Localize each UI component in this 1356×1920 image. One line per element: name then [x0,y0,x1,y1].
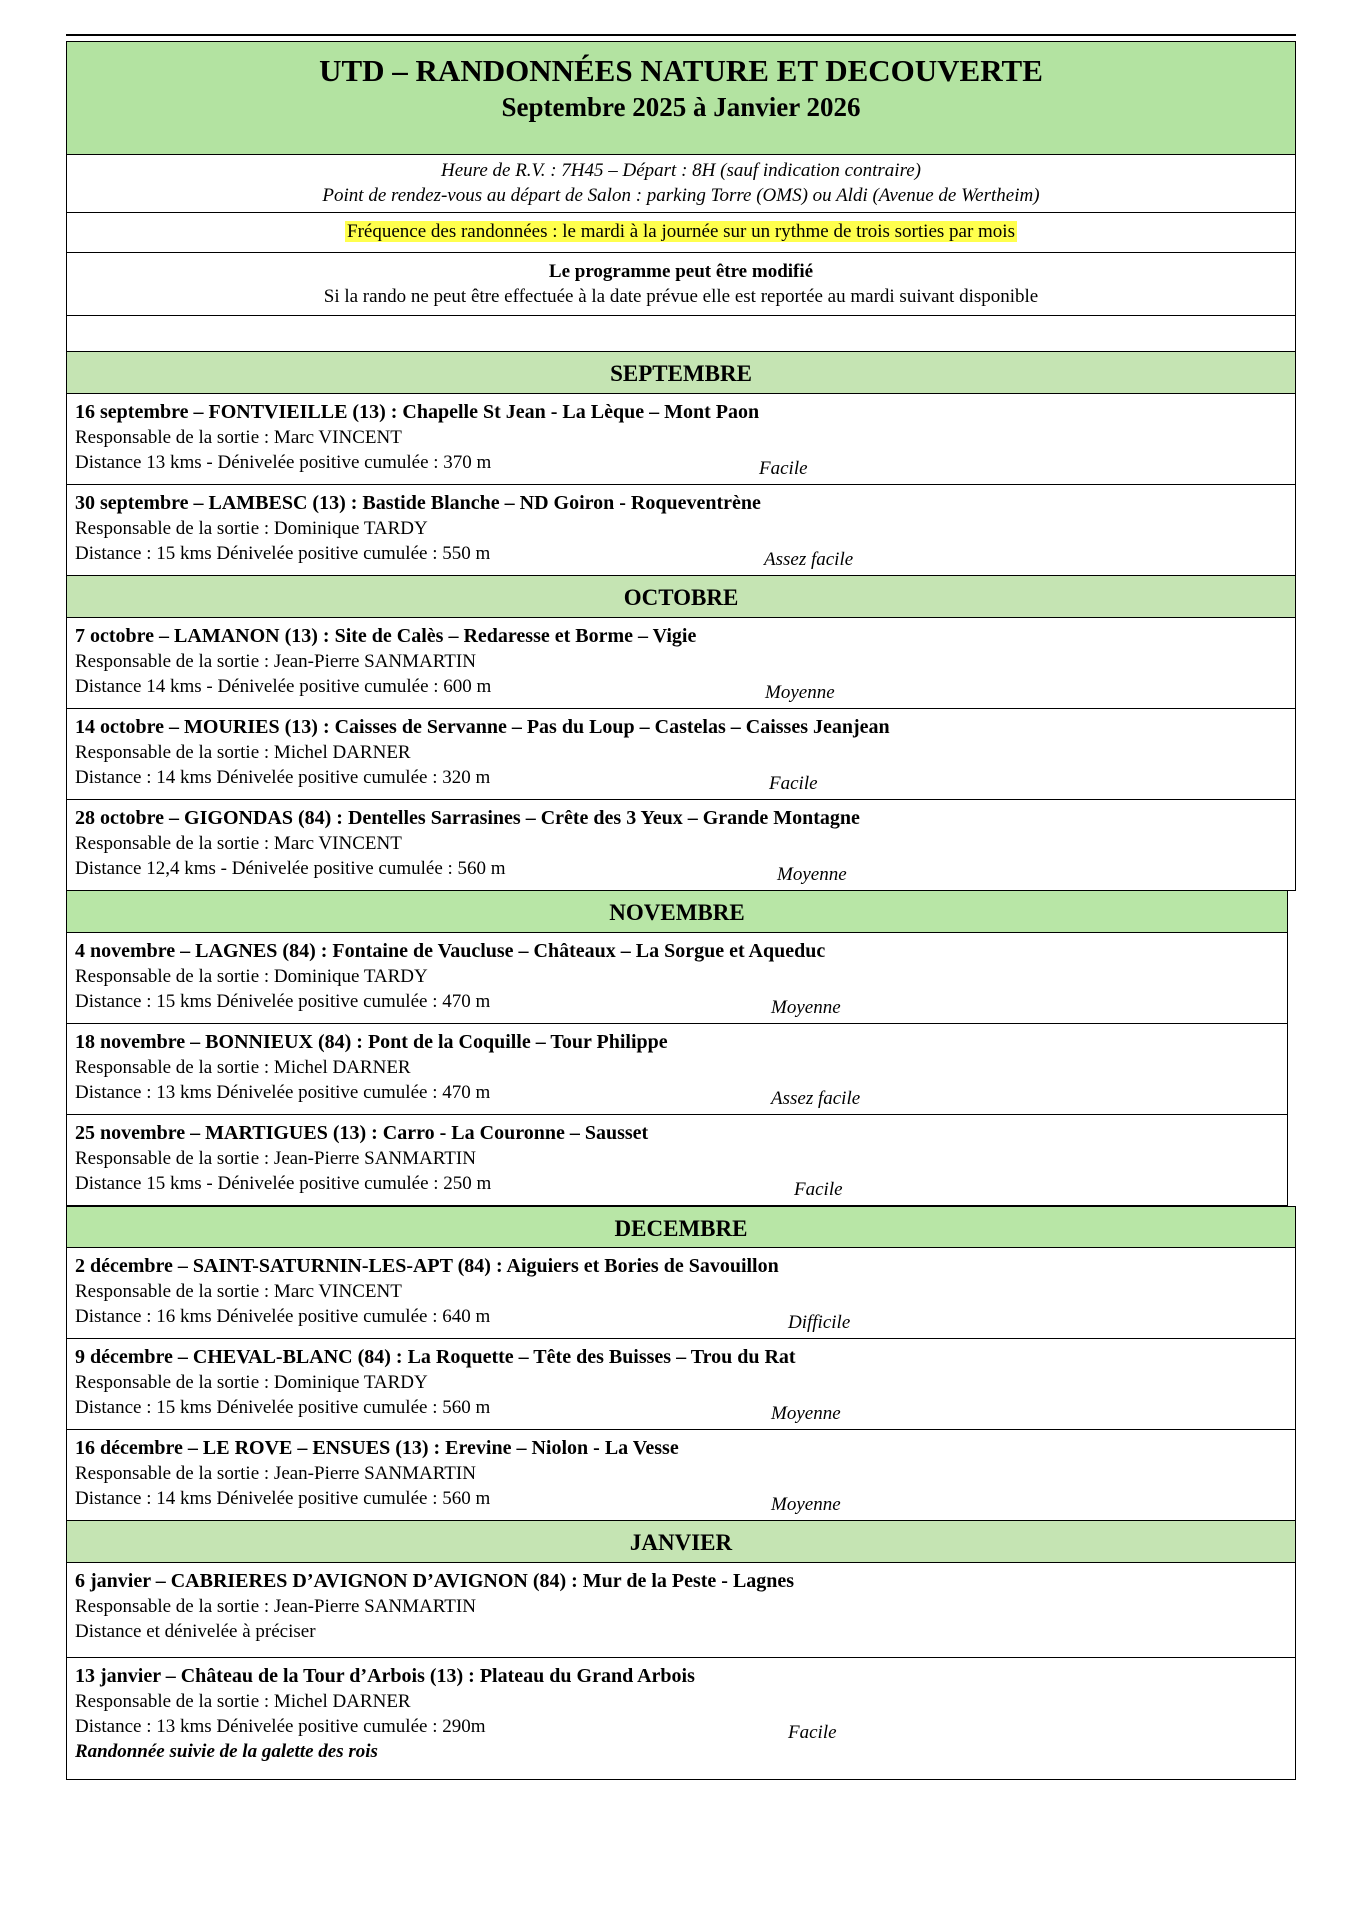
hike-title: 16 septembre – FONTVIEILLE (13) : Chapelle St Jean - La Lèque – Mont Paon [75,401,760,423]
month-header-octobre: OCTOBRE [66,576,1296,618]
hike-leader: Responsable de la sortie : Marc VINCENT [75,833,402,854]
hike-leader: Responsable de la sortie : Michel DARNER [75,742,411,763]
program-notice [66,253,1296,316]
hike-distance: Distance : 16 kms Dénivelée positive cumulée : 640 m [75,1306,491,1327]
month-header-septembre: SEPTEMBRE [66,352,1296,394]
hike-difficulty: Difficile [788,1312,851,1333]
hike-title: 30 septembre – LAMBESC (13) : Bastide Blanche – ND Goiron - Roqueventrène [75,492,761,514]
hike-title: 4 novembre – LAGNES (84) : Fontaine de Vaucluse – Châteaux – La Sorgue et Aqueduc [75,940,826,962]
hike-difficulty: Moyenne [771,997,841,1018]
hike-leader: Responsable de la sortie : Dominique TARDY [75,966,428,987]
page-subtitle: Septembre 2025 à Janvier 2026 [501,92,861,122]
month-header-novembre: NOVEMBRE [66,891,1288,933]
hike-difficulty: Assez facile [771,1088,861,1109]
hike-distance: Distance : 13 kms Dénivelée positive cumulée : 470 m [75,1082,491,1103]
hike-title: 7 octobre – LAMANON (13) : Site de Calès – Redaresse et Borme – Vigie [75,625,697,647]
hike-entry [66,1248,1296,1339]
hike-leader: Responsable de la sortie : Dominique TARDY [75,1372,428,1393]
hike-entry [66,1658,1296,1780]
hike-distance: Distance : 15 kms Dénivelée positive cumulée : 550 m [75,543,491,564]
hike-distance: Distance et dénivelée à préciser [75,1621,316,1642]
hike-entry [66,1430,1296,1521]
hike-title: 9 décembre – CHEVAL-BLANC (84) : La Roquette – Tête des Buisses – Trou du Rat [75,1346,796,1368]
hike-title: 18 novembre – BONNIEUX (84) : Pont de la Coquille – Tour Philippe [75,1031,668,1053]
hike-title: 2 décembre – SAINT-SATURNIN-LES-APT (84) : Aiguiers et Bories de Savouillon [75,1255,779,1277]
hike-distance: Distance : 14 kms Dénivelée positive cumulée : 320 m [75,767,491,788]
spacer-row [66,316,1296,352]
frequency-row [66,213,1296,253]
program-sheet [66,35,1296,1780]
hike-entry [66,618,1296,709]
program-notice-text: Si la rando ne peut être effectuée à la date prévue elle est reportée au mardi suivant disponible [323,286,1039,307]
hike-leader: Responsable de la sortie : Dominique TARDY [75,518,428,539]
hike-leader: Responsable de la sortie : Marc VINCENT [75,1281,402,1302]
hike-title: 13 janvier – Château de la Tour d’Arbois (13) : Plateau du Grand Arbois [75,1665,695,1687]
title-banner [66,41,1296,155]
hike-entry [66,1563,1296,1658]
hike-difficulty: Moyenne [777,864,847,885]
hike-difficulty: Moyenne [771,1494,841,1515]
month-header-decembre: DECEMBRE [66,1206,1296,1248]
hike-title: 28 octobre – GIGONDAS (84) : Dentelles Sarrasines – Crête des 3 Yeux – Grande Montagne [75,807,860,829]
hike-entry [66,1024,1288,1115]
program-notice-title: Le programme peut être modifié [548,261,814,282]
hike-entry [66,485,1296,576]
hike-entry [66,709,1296,800]
hike-distance: Distance 12,4 kms - Dénivelée positive cumulée : 560 m [75,858,506,879]
hike-entry [66,1339,1296,1430]
hike-title: 6 janvier – CABRIERES D’AVIGNON D’AVIGNON (84) : Mur de la Peste - Lagnes [75,1570,795,1592]
hike-difficulty: Facile [769,773,818,794]
hike-distance: Distance 14 kms - Dénivelée positive cumulée : 600 m [75,676,492,697]
meeting-point: Point de rendez-vous au départ de Salon : parking Torre (OMS) ou Aldi (Avenue de Wertheim) [322,185,1040,206]
hike-leader: Responsable de la sortie : Jean-Pierre SANMARTIN [75,1596,476,1617]
meeting-info [66,155,1296,213]
hike-title: 14 octobre – MOURIES (13) : Caisses de Servanne – Pas du Loup – Castelas – Caisses Jeanjean [75,716,890,738]
hike-entry [66,394,1296,485]
hike-leader: Responsable de la sortie : Jean-Pierre SANMARTIN [75,1463,476,1484]
hike-title: 16 décembre – LE ROVE – ENSUES (13) : Erevine – Niolon - La Vesse [75,1437,679,1459]
frequency-highlight: Fréquence des randonnées : le mardi à la journée sur un rythme de trois sorties par mois [347,221,1015,242]
hike-difficulty: Moyenne [771,1403,841,1424]
hike-difficulty: Facile [794,1179,843,1200]
hike-leader: Responsable de la sortie : Michel DARNER [75,1691,411,1712]
hike-leader: Responsable de la sortie : Jean-Pierre SANMARTIN [75,1148,476,1169]
meeting-time: Heure de R.V. : 7H45 – Départ : 8H (sauf indication contraire) [440,160,922,181]
hike-difficulty: Facile [759,458,808,479]
hike-difficulty: Facile [788,1722,837,1743]
hike-difficulty: Assez facile [764,549,854,570]
hike-distance: Distance : 13 kms Dénivelée positive cumulée : 290m [75,1716,486,1737]
hike-distance: Distance : 15 kms Dénivelée positive cumulée : 470 m [75,991,491,1012]
month-header-janvier: JANVIER [66,1521,1296,1563]
hike-difficulty: Moyenne [765,682,835,703]
page-title: UTD – RANDONNÉES NATURE ET DECOUVERTE [319,53,1043,88]
hike-leader: Responsable de la sortie : Marc VINCENT [75,427,402,448]
hike-entry [66,933,1288,1024]
hike-entry [66,1115,1288,1206]
hike-distance: Distance 13 kms - Dénivelée positive cumulée : 370 m [75,452,492,473]
hike-distance: Distance : 14 kms Dénivelée positive cumulée : 560 m [75,1488,491,1509]
hike-distance: Distance 15 kms - Dénivelée positive cumulée : 250 m [75,1173,492,1194]
hike-distance: Distance : 15 kms Dénivelée positive cumulée : 560 m [75,1397,491,1418]
hike-leader: Responsable de la sortie : Jean-Pierre SANMARTIN [75,651,476,672]
hike-title: 25 novembre – MARTIGUES (13) : Carro - La Couronne – Sausset [75,1122,649,1144]
hike-entry [66,800,1296,891]
hike-note: Randonnée suivie de la galette des rois [75,1741,378,1762]
hike-leader: Responsable de la sortie : Michel DARNER [75,1057,411,1078]
